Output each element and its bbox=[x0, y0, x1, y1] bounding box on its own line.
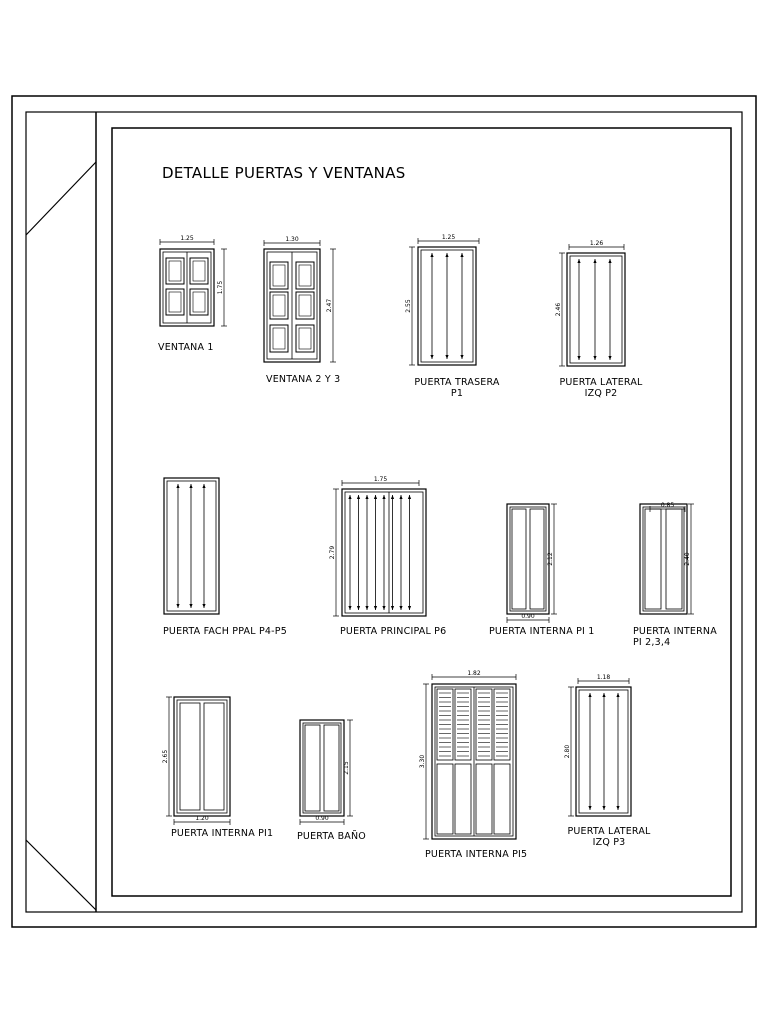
item-label: PUERTA INTERNA PI5 bbox=[425, 849, 528, 860]
width-dimension: 1.26 bbox=[589, 240, 604, 247]
item-label: PUERTA FACH PPAL P4-P5 bbox=[163, 626, 287, 637]
width-dimension: 1.25 bbox=[180, 235, 194, 242]
item-label: PI 2,3,4 bbox=[633, 637, 671, 648]
item-label: P1 bbox=[450, 388, 464, 399]
puerta-fach-ppal-p4-p5 bbox=[163, 478, 287, 637]
height-dimension: 2.15 bbox=[343, 761, 350, 775]
width-dimension: 1.82 bbox=[467, 670, 481, 677]
width-dimension: 1.20 bbox=[195, 815, 209, 822]
item-label: PUERTA INTERNA bbox=[633, 626, 717, 637]
door-window-drawings bbox=[158, 234, 717, 860]
width-dimension: 0.85 bbox=[660, 502, 675, 509]
item-label: PUERTA LATERAL bbox=[559, 377, 643, 388]
item-label: PUERTA INTERNA PI1 bbox=[171, 828, 274, 839]
item-label: PUERTA PRINCIPAL P6 bbox=[340, 626, 447, 637]
item-label: PUERTA LATERAL bbox=[567, 826, 651, 837]
ventana-1 bbox=[158, 235, 227, 353]
height-dimension: 2.46 bbox=[555, 302, 562, 317]
width-dimension: 1.30 bbox=[285, 236, 299, 243]
puerta-trasera-p1 bbox=[405, 234, 500, 399]
height-dimension: 3.30 bbox=[419, 754, 426, 769]
width-dimension: 1.25 bbox=[441, 234, 456, 241]
width-dimension: 1.18 bbox=[596, 674, 611, 681]
puerta-bano bbox=[297, 720, 366, 842]
puerta-interna-pi-1 bbox=[489, 504, 595, 637]
height-dimension: 2.40 bbox=[684, 552, 691, 566]
height-dimension: 2.80 bbox=[564, 744, 571, 759]
item-label: PUERTA TRASERA bbox=[414, 377, 500, 388]
puerta-lateral-izq-p2 bbox=[555, 240, 643, 399]
puerta-interna-pi-234 bbox=[633, 502, 717, 648]
height-dimension: 2.79 bbox=[329, 545, 336, 560]
item-label: VENTANA 2 Y 3 bbox=[266, 374, 341, 385]
puerta-lateral-izq-p3 bbox=[564, 674, 651, 848]
ventana-2-y-3 bbox=[264, 236, 340, 385]
puerta-principal-p6 bbox=[329, 476, 446, 637]
height-dimension: 2.12 bbox=[547, 552, 554, 566]
width-dimension: 0.90 bbox=[315, 815, 329, 822]
item-label: IZQ P3 bbox=[592, 837, 626, 848]
item-label: VENTANA 1 bbox=[158, 342, 214, 353]
width-dimension: 0.90 bbox=[521, 613, 535, 620]
height-dimension: 1.75 bbox=[217, 280, 224, 295]
sheet-title: DETALLE PUERTAS Y VENTANAS bbox=[162, 164, 406, 182]
height-dimension: 2.65 bbox=[162, 749, 169, 764]
height-dimension: 2.47 bbox=[326, 298, 333, 313]
item-label: PUERTA BAÑO bbox=[297, 831, 366, 842]
height-dimension: 2.55 bbox=[405, 299, 412, 313]
item-label: IZQ P2 bbox=[584, 388, 618, 399]
item-label: PUERTA INTERNA PI 1 bbox=[489, 626, 595, 637]
width-dimension: 1.75 bbox=[373, 476, 388, 483]
puerta-interna-pi1-bottom bbox=[162, 697, 273, 839]
puerta-interna-pi5 bbox=[419, 670, 527, 860]
